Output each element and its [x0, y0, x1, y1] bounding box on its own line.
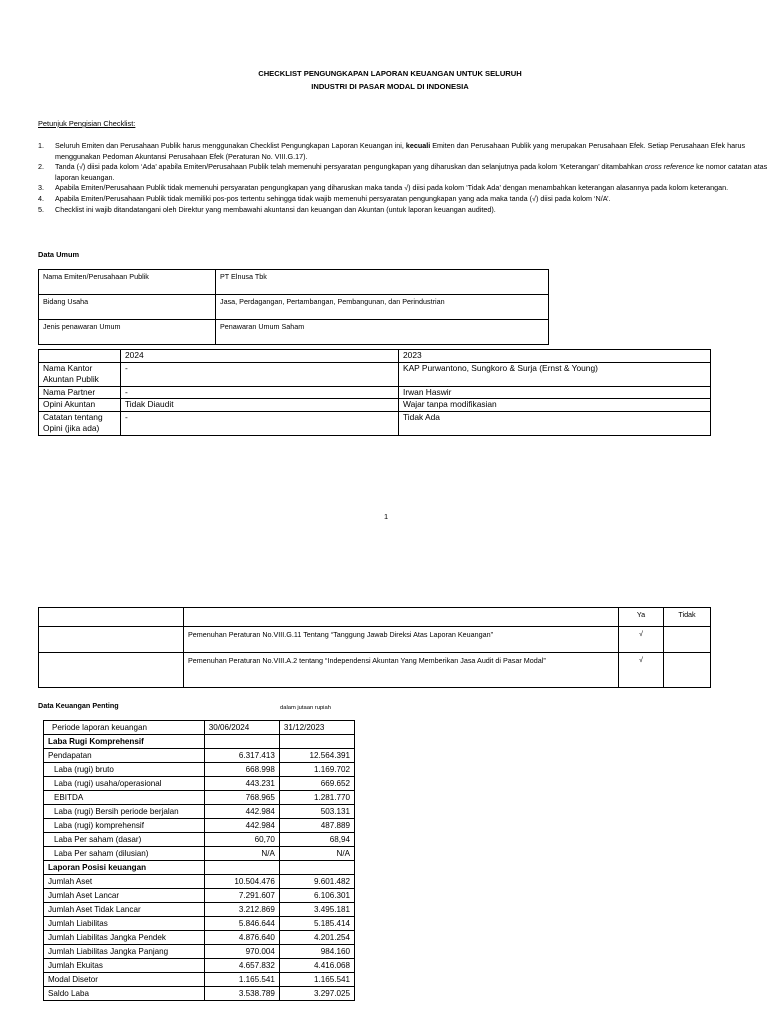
data-umum-label: Nama Emiten/Perusahaan Publik	[39, 270, 216, 295]
instructions-list	[38, 141, 768, 215]
akuntan-label: Catatan tentang Opini (jika ada)	[39, 411, 121, 435]
compliance-text: Pemenuhan Peraturan No.VIII.G.11 Tentang “Tanggung Jawab Direksi Atas Laporan Keuangan”	[184, 627, 619, 653]
akuntan-value-2023: KAP Purwantono, Sungkoro & Surja (Ernst & Young)	[399, 362, 711, 386]
check-mark-ya: √	[619, 653, 664, 688]
instruction-text: Apabila Emiten/Perusahaan Publik tidak memiliki pos-pos tertentu sehingga tidak wajib memenuhi persyaratan pengungkapan yang ada maka tanda (√) diisi pada kolom ‘N/A’.	[55, 193, 611, 203]
table-row	[39, 411, 711, 435]
instruction-text: Tanda (√) diisi pada kolom ‘Ada’ apabila Emiten/Perusahaan Publik telah memenuhi persyaratan pengungkapan yang diharuskan dan selanjutnya pada kolom ‘Keterangan’ ditambahkan	[55, 162, 645, 172]
financial-label: Laba (rugi) komprehensif	[44, 819, 205, 833]
financial-label: Laba Per saham (dasar)	[44, 833, 205, 847]
financial-value-2024: 4.876.640	[204, 931, 279, 945]
instruction-number: 5.	[38, 204, 44, 214]
financial-value-2023: N/A	[279, 847, 354, 861]
akuntan-label: Opini Akuntan	[39, 399, 121, 412]
section-header-row	[44, 735, 355, 749]
akuntan-value-2023: Tidak Ada	[399, 411, 711, 435]
table-row	[44, 973, 355, 987]
financial-label: Jumlah Liabilitas	[44, 917, 205, 931]
compliance-text: Pemenuhan Peraturan No.VIII.A.2 tentang “Independensi Akuntan Yang Memberikan Jasa Audit di Pasar Modal”	[184, 653, 619, 688]
table-header-row	[44, 721, 355, 735]
instruction-item	[38, 194, 768, 205]
financial-value-2024: 60,70	[204, 833, 279, 847]
financial-value-2024	[204, 735, 279, 749]
table-row	[39, 362, 711, 386]
financial-value-2023: 12.564.391	[279, 749, 354, 763]
akuntan-value-2024: -	[121, 362, 399, 386]
year-header: 2023	[399, 350, 711, 363]
financial-value-2023: 1.165.541	[279, 973, 354, 987]
financial-label: Laba (rugi) Bersih periode berjalan	[44, 805, 205, 819]
financial-value-2023: 4.416.068	[279, 959, 354, 973]
financial-label: Laporan Posisi keuangan	[44, 861, 205, 875]
financial-value-2024: 668.998	[204, 763, 279, 777]
table-header-row	[39, 608, 711, 627]
instruction-emphasis: cross reference	[644, 162, 695, 172]
financial-value-2023: 3.495.181	[279, 903, 354, 917]
table-row	[39, 399, 711, 412]
financial-label: Laba (rugi) usaha/operasional	[44, 777, 205, 791]
financial-label: Laba (rugi) bruto	[44, 763, 205, 777]
financial-value-2023: 669.652	[279, 777, 354, 791]
financial-value-2023: 4.201.254	[279, 931, 354, 945]
document-title	[0, 67, 768, 93]
table-row	[39, 627, 711, 653]
financial-value-2023: 984.160	[279, 945, 354, 959]
year-header: 2024	[121, 350, 399, 363]
financial-value-2024: 10.504.476	[204, 875, 279, 889]
table-row	[44, 987, 355, 1001]
financial-value-2023: 9.601.482	[279, 875, 354, 889]
financial-label: Jumlah Aset Lancar	[44, 889, 205, 903]
empty-header-cell	[39, 350, 121, 363]
instruction-text: Seluruh Emiten dan Perusahaan Publik harus menggunakan Checklist Pengungkapan Laporan Keuangan ini,	[55, 141, 406, 150]
title-line-2: INDUSTRI DI PASAR MODAL DI INDONESIA	[311, 82, 469, 91]
financial-value-2023: 1.281.770	[279, 791, 354, 805]
table-row	[44, 903, 355, 917]
financial-value-2024: 443.231	[204, 777, 279, 791]
table-header-row	[39, 350, 711, 363]
empty-header-cell	[184, 608, 619, 627]
financial-value-2024: 4.657.832	[204, 959, 279, 973]
instruction-number: 3.	[38, 183, 44, 193]
unit-note: dalam jutaan rupiah	[280, 705, 331, 711]
financial-value-2024: 970.004	[204, 945, 279, 959]
period-header: 31/12/2023	[279, 721, 354, 735]
financial-label: Laba Per saham (dilusian)	[44, 847, 205, 861]
instruction-text: Emiten dan Perusahaan Publik yang merupakan Perusahaan Efek. Setiap Perusahaan Efek harus menggunakan Pedoman Akuntansi Perusahaan Efek (Peraturan No. VIII.G.17).	[55, 141, 746, 161]
table-row	[44, 847, 355, 861]
ya-header: Ya	[619, 608, 664, 627]
financial-label: Modal Disetor	[44, 973, 205, 987]
financial-value-2023	[279, 735, 354, 749]
financial-label: Pendapatan	[44, 749, 205, 763]
financial-value-2024	[204, 861, 279, 875]
table-row	[44, 833, 355, 847]
instruction-emphasis: kecuali	[405, 141, 431, 150]
table-row	[39, 653, 711, 688]
data-umum-value: Penawaran Umum Saham	[216, 320, 549, 345]
financial-value-2023	[279, 861, 354, 875]
table-row	[44, 917, 355, 931]
financial-data-heading: Data Keuangan Penting	[38, 701, 119, 710]
akuntan-value-2024: -	[121, 411, 399, 435]
financial-value-2024: 442.984	[204, 805, 279, 819]
akuntan-value-2023: Wajar tanpa modifikasian	[399, 399, 711, 412]
financial-value-2024: 7.291.607	[204, 889, 279, 903]
financial-data-table	[43, 720, 355, 1001]
compliance-table	[38, 607, 711, 688]
akuntan-value-2024: -	[121, 386, 399, 399]
table-row	[44, 931, 355, 945]
akuntan-label: Nama Partner	[39, 386, 121, 399]
data-umum-label: Jenis penawaran Umum	[39, 320, 216, 345]
table-row	[44, 791, 355, 805]
instruction-number: 2.	[38, 162, 44, 172]
financial-value-2023: 503.131	[279, 805, 354, 819]
instruction-item	[38, 162, 768, 183]
instructions-heading: Petunjuk Pengisian Checklist:	[38, 119, 136, 128]
empty-cell	[39, 653, 184, 688]
data-umum-table	[38, 269, 549, 345]
table-row	[44, 945, 355, 959]
table-row	[39, 386, 711, 399]
table-row	[44, 819, 355, 833]
financial-label: Saldo Laba	[44, 987, 205, 1001]
check-mark-ya: √	[619, 627, 664, 653]
financial-label: Jumlah Ekuitas	[44, 959, 205, 973]
table-row	[44, 749, 355, 763]
table-row	[44, 959, 355, 973]
instruction-text: Apabila Emiten/Perusahaan Publik tidak memenuhi persyaratan pengungkapan yang diharuskan maka tanda √) diisi pada kolom ‘Tidak Ada’ dengan menambahkan keterangan alasannya pada kolom keterangan.	[55, 183, 729, 193]
financial-label: Jumlah Liabilitas Jangka Panjang	[44, 945, 205, 959]
tidak-header: Tidak	[664, 608, 711, 627]
instruction-text: ke nomor catatan atas laporan keuangan.	[55, 162, 768, 182]
instruction-item	[38, 183, 768, 194]
financial-value-2023: 5.185.414	[279, 917, 354, 931]
section-header-row	[44, 861, 355, 875]
table-row	[39, 320, 549, 345]
financial-value-2024: 1.165.541	[204, 973, 279, 987]
financial-label: Laba Rugi Komprehensif	[44, 735, 205, 749]
financial-value-2023: 1.169.702	[279, 763, 354, 777]
table-row	[44, 777, 355, 791]
financial-value-2024: 3.212.869	[204, 903, 279, 917]
akuntan-value-2024: Tidak Diaudit	[121, 399, 399, 412]
financial-value-2024: 3.538.789	[204, 987, 279, 1001]
financial-value-2024: 5.846.644	[204, 917, 279, 931]
instruction-item	[38, 205, 768, 216]
financial-label: Jumlah Liabilitas Jangka Pendek	[44, 931, 205, 945]
data-umum-value: Jasa, Perdagangan, Pertambangan, Pembangunan, dan Perindustrian	[216, 295, 549, 320]
table-row	[39, 270, 549, 295]
table-row	[44, 805, 355, 819]
empty-header-cell	[39, 608, 184, 627]
table-row	[44, 889, 355, 903]
financial-value-2024: 6.317.413	[204, 749, 279, 763]
financial-label: Jumlah Aset Tidak Lancar	[44, 903, 205, 917]
instruction-text: Checklist ini wajib ditandatangani oleh Direktur yang membawahi akuntansi dan keuangan dan Akuntan (untuk laporan keuangan audited).	[55, 204, 496, 214]
data-umum-heading: Data Umum	[38, 250, 80, 259]
check-mark-tidak	[664, 653, 711, 688]
financial-label: Jumlah Aset	[44, 875, 205, 889]
page-number: 1	[384, 512, 389, 521]
period-label: Periode laporan keuangan	[44, 721, 205, 735]
financial-value-2023: 3.297.025	[279, 987, 354, 1001]
financial-value-2024: N/A	[204, 847, 279, 861]
table-row	[39, 295, 549, 320]
data-umum-label: Bidang Usaha	[39, 295, 216, 320]
table-row	[44, 763, 355, 777]
financial-value-2023: 487.889	[279, 819, 354, 833]
title-line-1: CHECKLIST PENGUNGKAPAN LAPORAN KEUANGAN UNTUK SELURUH	[258, 69, 522, 78]
financial-value-2024: 442.984	[204, 819, 279, 833]
akuntan-value-2023: Irwan Haswir	[399, 386, 711, 399]
financial-label: EBITDA	[44, 791, 205, 805]
instruction-item	[38, 141, 768, 162]
instruction-number: 1.	[38, 141, 44, 150]
akuntan-label: Nama Kantor Akuntan Publik	[39, 362, 121, 386]
table-row	[44, 875, 355, 889]
akuntan-table	[38, 349, 711, 436]
financial-value-2023: 6.106.301	[279, 889, 354, 903]
instruction-number: 4.	[38, 193, 44, 203]
empty-cell	[39, 627, 184, 653]
financial-value-2024: 768.965	[204, 791, 279, 805]
period-header: 30/06/2024	[204, 721, 279, 735]
financial-value-2023: 68,94	[279, 833, 354, 847]
data-umum-value: PT Elnusa Tbk	[216, 270, 549, 295]
check-mark-tidak	[664, 627, 711, 653]
